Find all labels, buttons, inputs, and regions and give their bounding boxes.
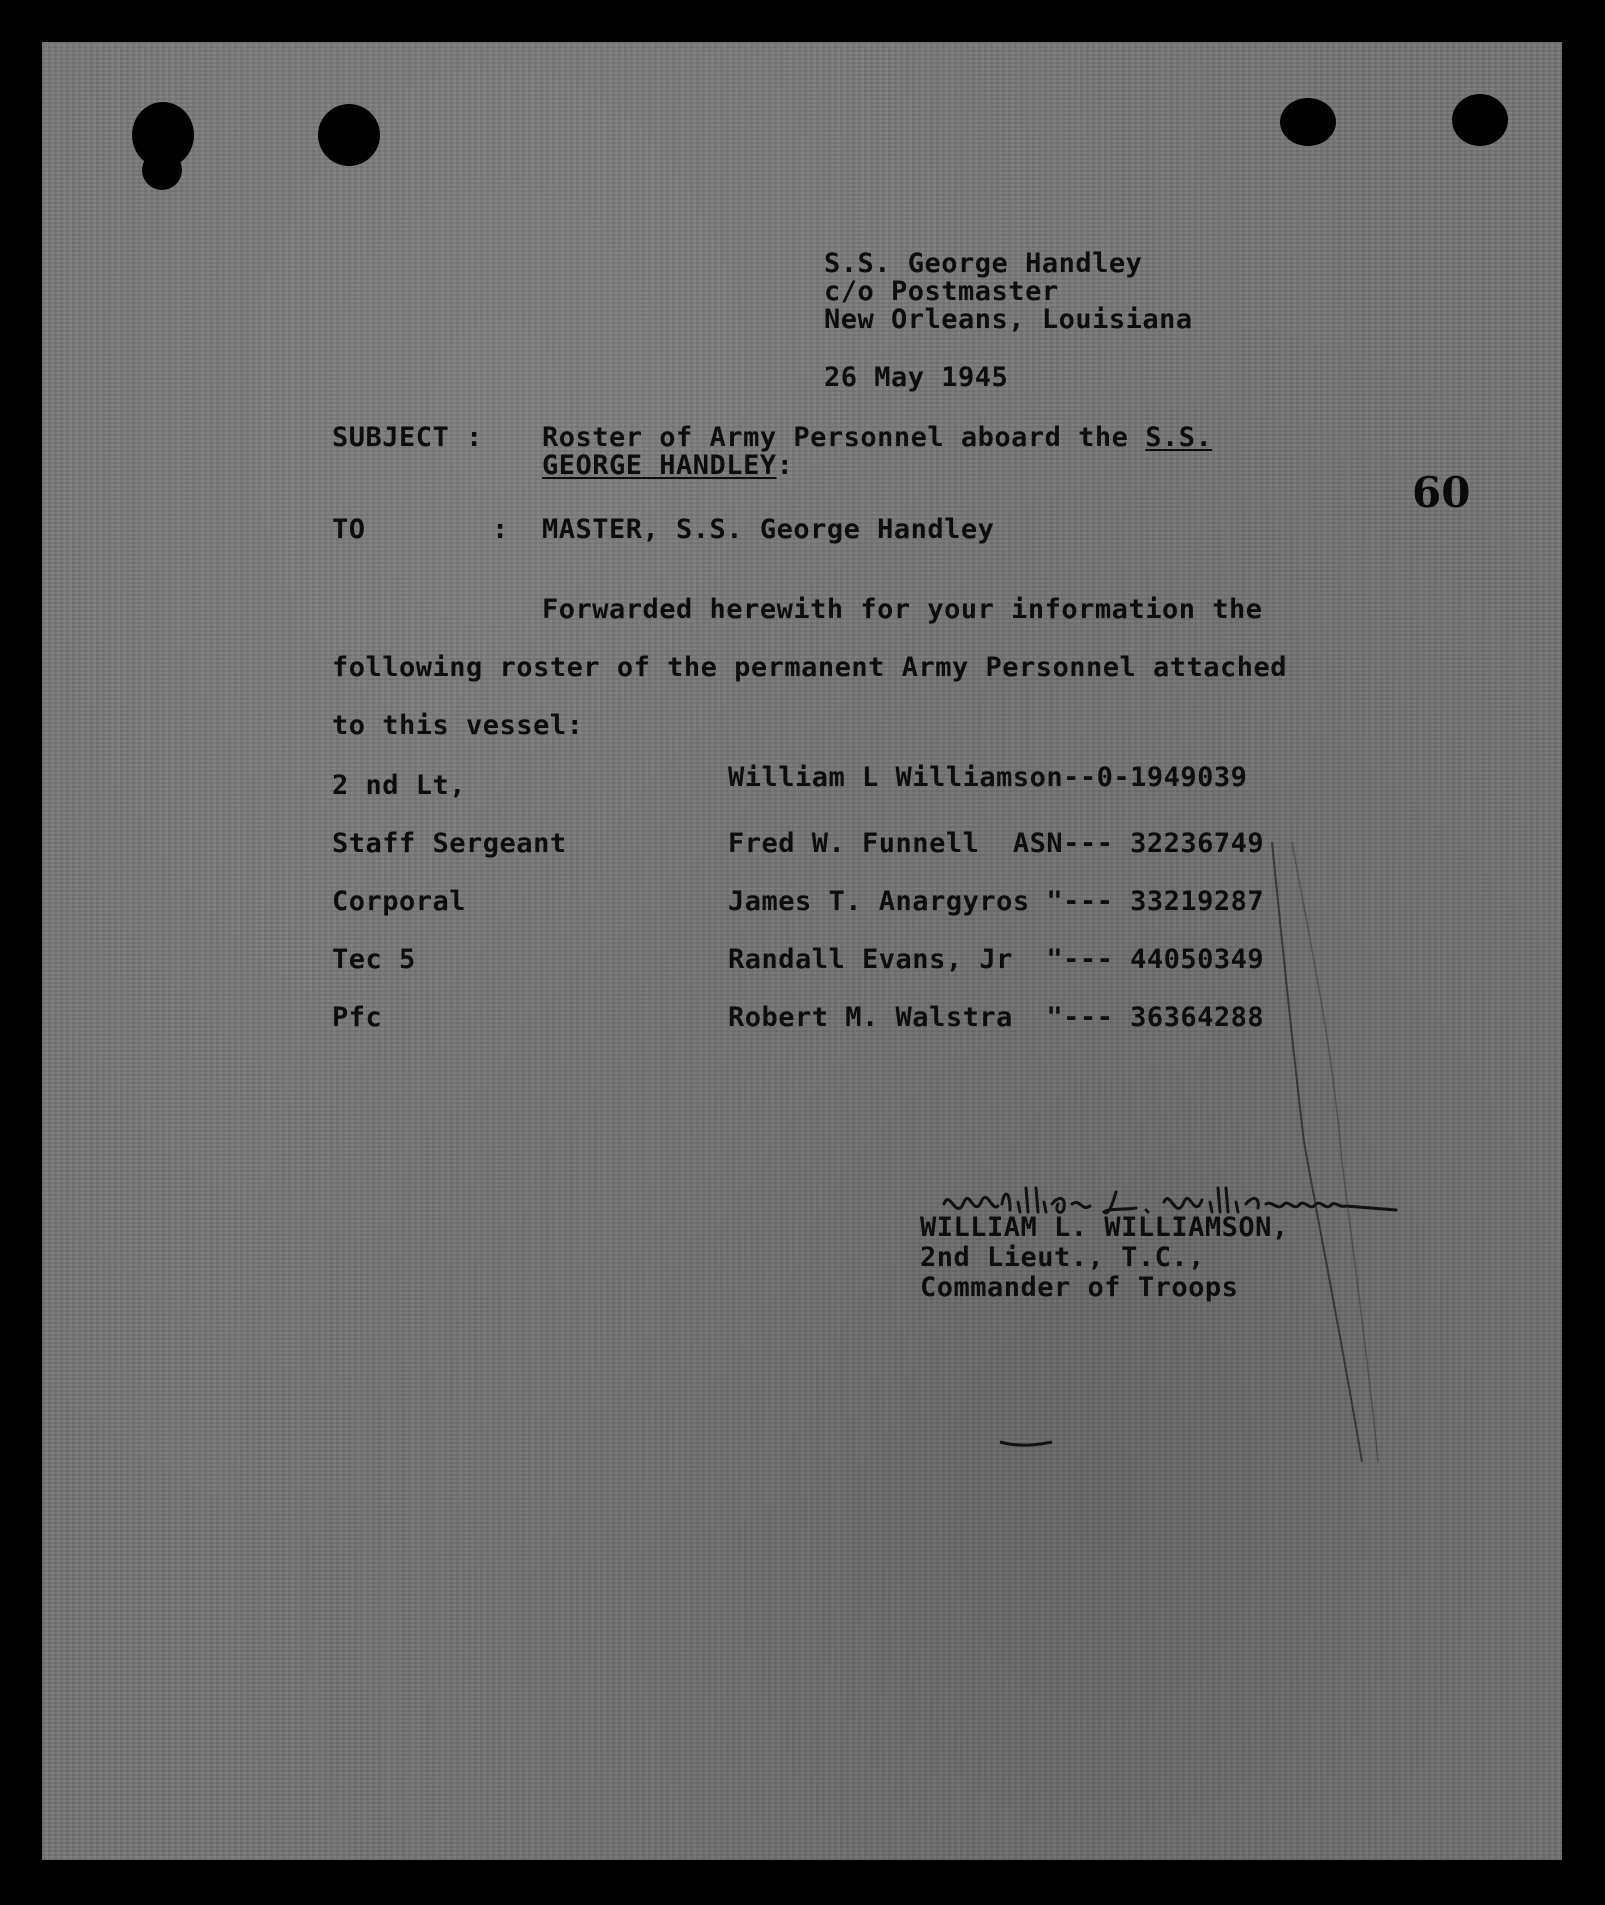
page-number: 60 <box>1412 468 1471 517</box>
body-line-1: Forwarded herewith for your information the <box>542 594 1263 625</box>
signature-name: WILLIAM L. WILLIAMSON, <box>920 1212 1289 1243</box>
punch-hole <box>142 150 182 190</box>
punch-hole <box>1280 98 1336 146</box>
to-label: TO <box>332 514 366 545</box>
subject-label: SUBJECT : <box>332 422 483 453</box>
roster-rank: Pfc <box>332 1002 383 1033</box>
roster-entry: Randall Evans, Jr "--- 44050349 <box>728 944 1265 975</box>
roster-entry: Fred W. Funnell ASN--- 32236749 <box>728 828 1265 859</box>
roster-entry: James T. Anargyros "--- 33219287 <box>728 886 1265 917</box>
letter-date: 26 May 1945 <box>824 362 1009 393</box>
roster-rank: Staff Sergeant <box>332 828 567 859</box>
signature-title: Commander of Troops <box>920 1272 1239 1303</box>
to-colon: : <box>492 514 509 545</box>
address-line-2: c/o Postmaster <box>824 276 1059 307</box>
roster-rank: Tec 5 <box>332 944 416 975</box>
roster-rank: Corporal <box>332 886 467 917</box>
body-line-2: following roster of the permanent Army Personnel attached <box>332 652 1288 683</box>
subject-ship-name: GEORGE HANDLEY <box>542 450 777 481</box>
address-line-3: New Orleans, Louisiana <box>824 304 1193 335</box>
roster-entry: Robert M. Walstra "--- 36364288 <box>728 1002 1265 1033</box>
to-value: MASTER, S.S. George Handley <box>542 514 995 545</box>
punch-hole <box>318 104 380 166</box>
subject-line-1 <box>542 422 1212 453</box>
roster-entry: William L Williamson--0-1949039 <box>728 762 1248 793</box>
punch-hole <box>1452 94 1508 146</box>
signature-rank: 2nd Lieut., T.C., <box>920 1242 1205 1273</box>
subject-ship-prefix: S.S. <box>1145 422 1213 453</box>
document-sheet <box>42 42 1562 1860</box>
roster-rank: 2 nd Lt, <box>332 770 467 801</box>
subject-line-2 <box>542 450 793 481</box>
body-line-3: to this vessel: <box>332 710 584 741</box>
subject-text: Roster of Army Personnel aboard the <box>542 422 1146 453</box>
address-line-1: S.S. George Handley <box>824 248 1143 279</box>
subject-colon: : <box>776 450 794 481</box>
